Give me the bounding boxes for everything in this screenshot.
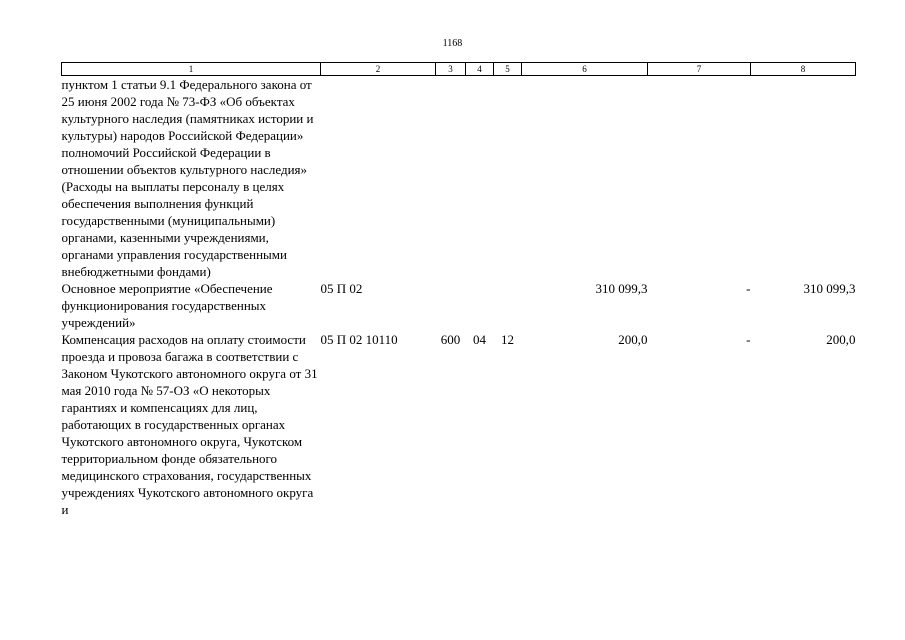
- column-header: 1: [62, 63, 321, 76]
- column-header: 3: [436, 63, 466, 76]
- column-number-row: [62, 63, 856, 76]
- column-header: 4: [466, 63, 494, 76]
- row-cell-3: [436, 280, 466, 331]
- row-cell-3: 600: [440, 332, 461, 347]
- row-cell-4: 04: [473, 332, 486, 347]
- row-cell-6: [522, 76, 648, 281]
- row-cell-7: -: [746, 332, 751, 347]
- row-name: пунктом 1 статьи 9.1 Федерального закона от 25 июня 2002 года № 73-ФЗ «Об объектах культурного наследия (памятниках истории и культуры) народов Российской Федерации» полномочий Российской Федерации в отношении объектов культурного наследия» (Расходы на выплаты персоналу в целях обеспечения выполнения функций государственными (муниципальными) органами, казенными учреждениями, органами управления государственными внебюджетными фондами): [61, 77, 314, 279]
- row-cell-8: 310 099,3: [803, 281, 856, 296]
- row-cell-7: -: [746, 281, 751, 296]
- row-cell-6: 310 099,3: [595, 281, 648, 296]
- row-cell-5: [494, 280, 522, 331]
- table-row: [62, 331, 856, 518]
- row-cell-5: 12: [501, 332, 514, 347]
- budget-table: [61, 62, 856, 518]
- table-row: [62, 280, 856, 331]
- row-name: Компенсация расходов на оплату стоимости проезда и провоза багажа в соответствии с Законом Чукотского автономного округа от 31 мая 2010 года № 57-ОЗ «О некоторых гарантиях и компенсациях для лиц, работающих в государственных органах Чукотского автономного округа, Чукотском территориальном фонде обязательного медицинского страхования, государственных учреждениях Чукотского автономного округа и: [61, 332, 318, 517]
- row-name: Основное мероприятие «Обеспечение функционирования государственных учреждений»: [61, 281, 273, 330]
- row-cell-8: 200,0: [826, 332, 856, 347]
- column-header: 8: [751, 63, 856, 76]
- row-cell-5: [494, 76, 522, 281]
- row-cell-4: [466, 280, 494, 331]
- column-header: 6: [522, 63, 648, 76]
- column-header: 5: [494, 63, 522, 76]
- table-row: [62, 76, 856, 281]
- row-cell-4: [466, 76, 494, 281]
- row-code: [321, 76, 436, 281]
- row-cell-8: [751, 76, 856, 281]
- row-cell-6: 200,0: [618, 332, 648, 347]
- column-header: 7: [648, 63, 751, 76]
- column-header: 2: [321, 63, 436, 76]
- page-number: 1168: [442, 38, 463, 49]
- row-code: 05 П 02 10110: [320, 332, 398, 347]
- row-cell-7: [648, 76, 751, 281]
- row-cell-3: [436, 76, 466, 281]
- row-code: 05 П 02: [320, 281, 363, 296]
